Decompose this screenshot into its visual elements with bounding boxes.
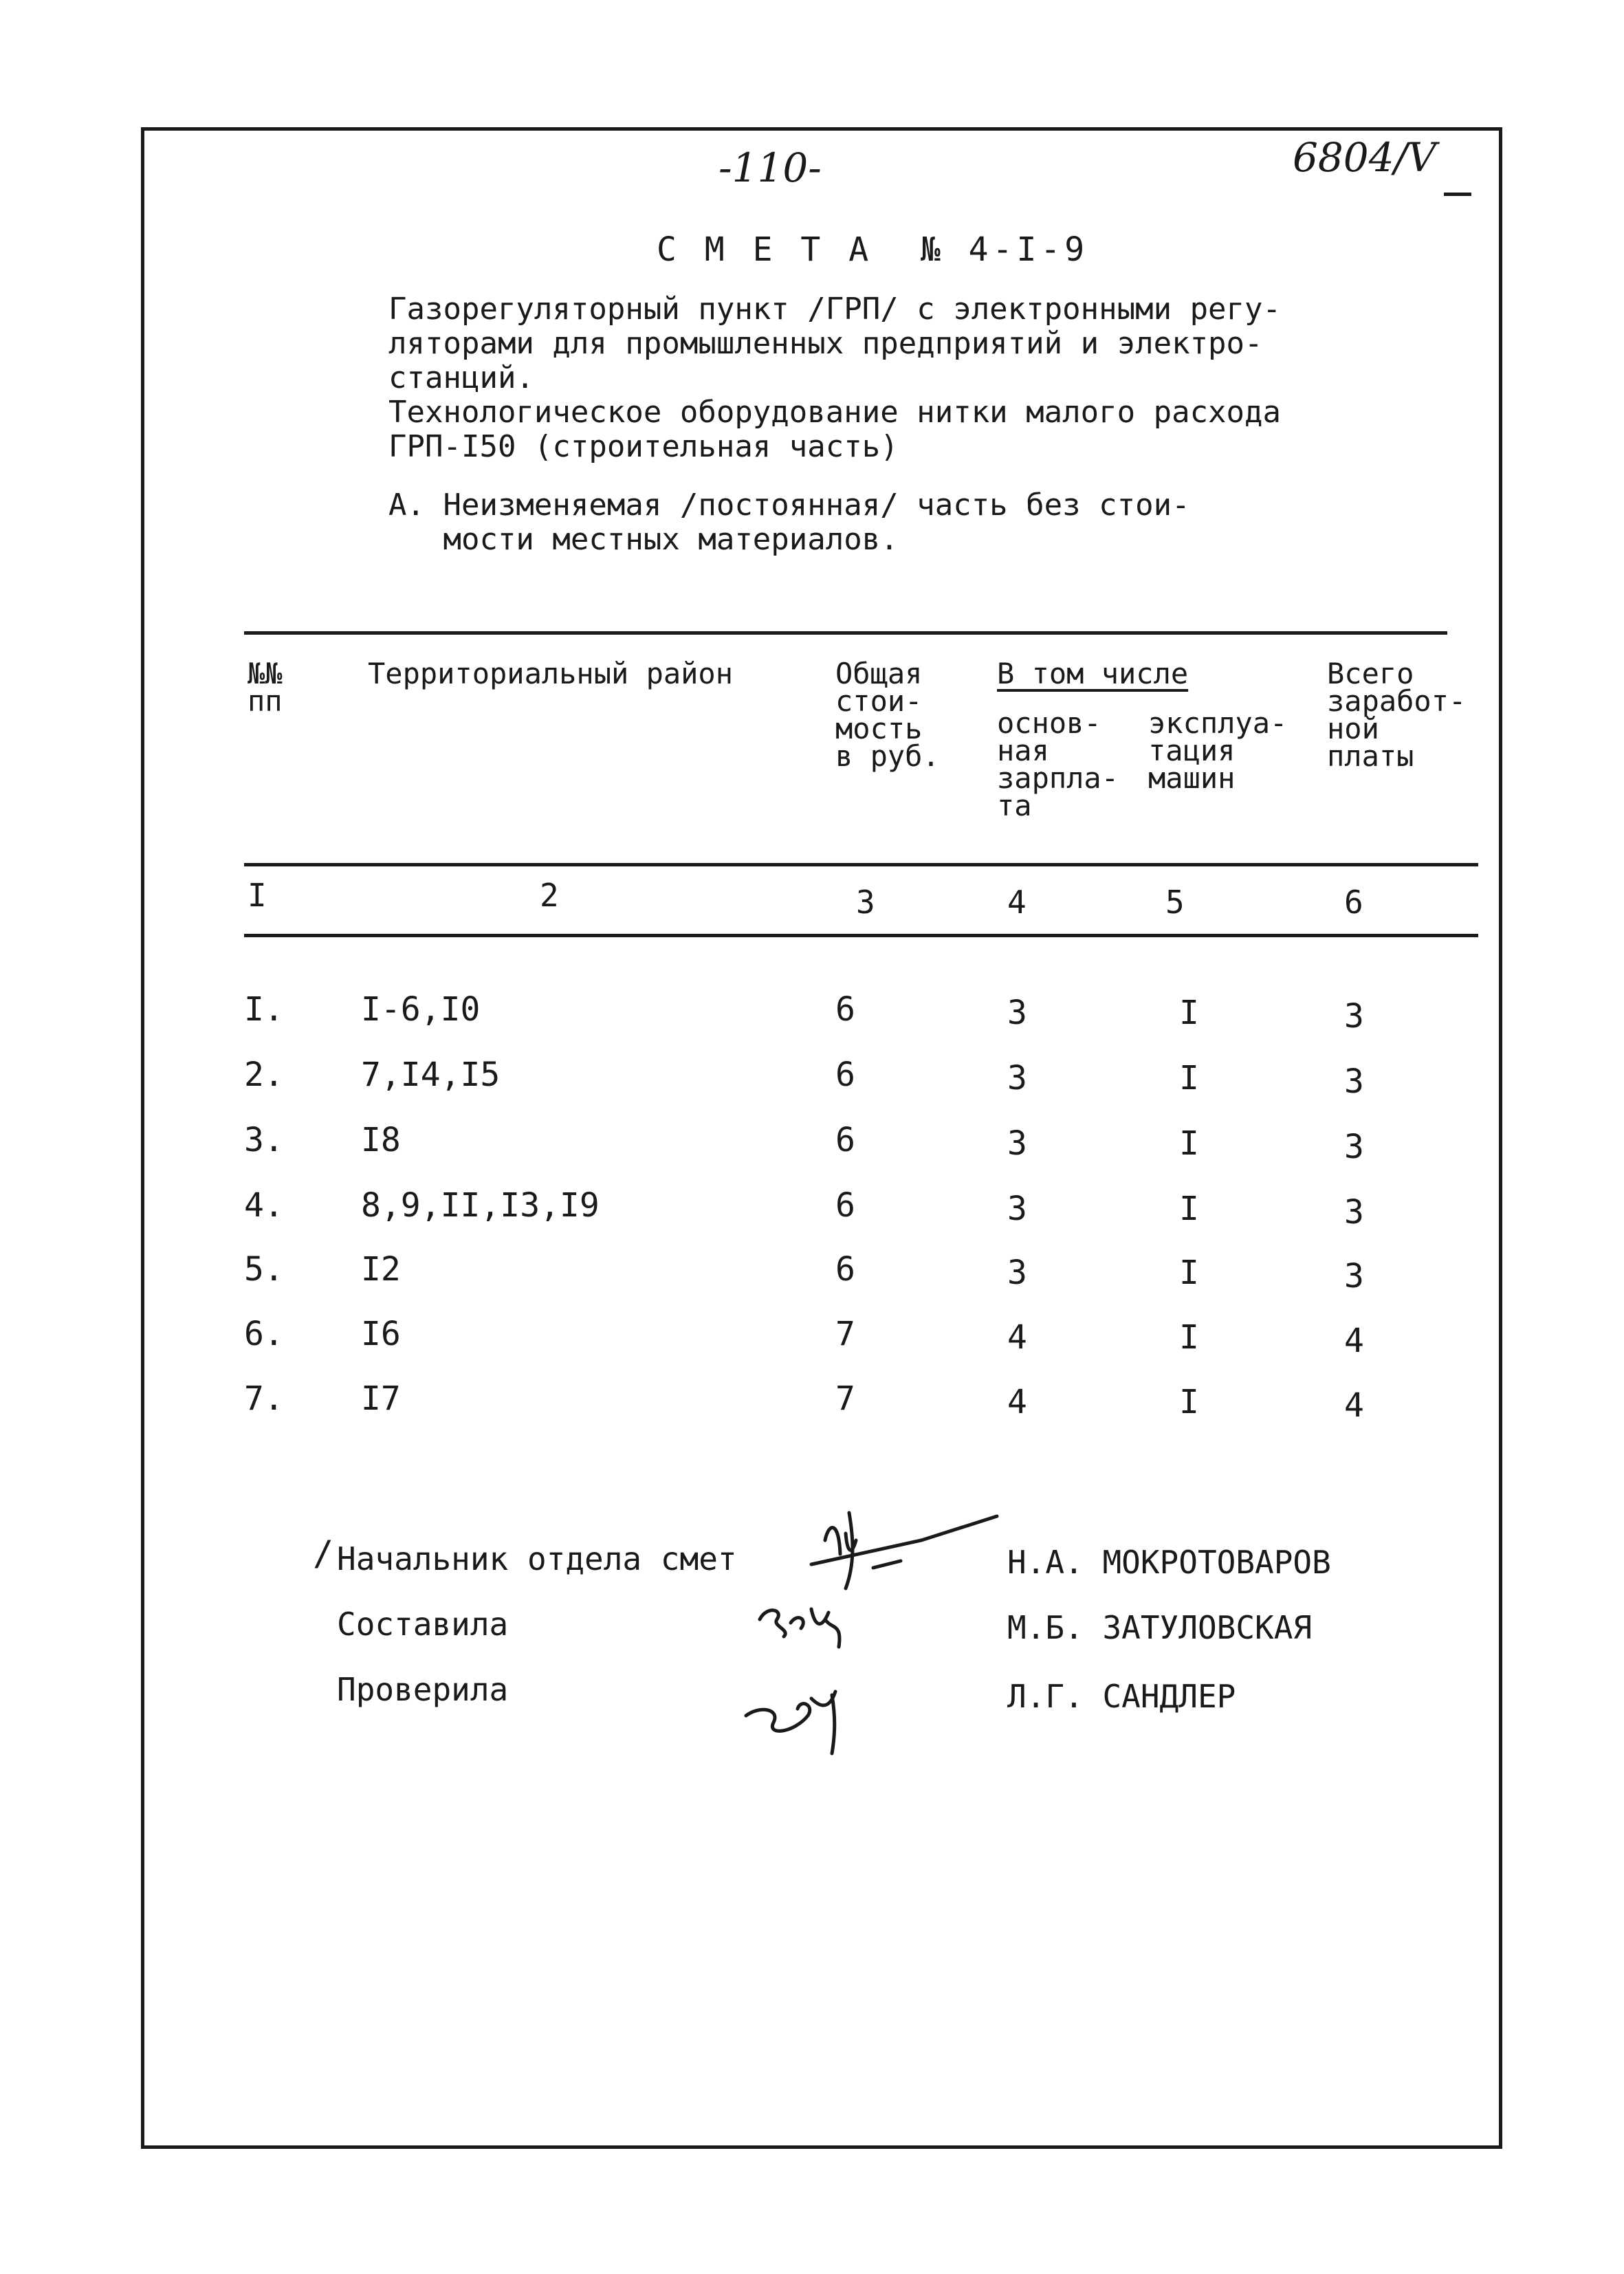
header-base-wage: основ- ная зарпла- та — [997, 706, 1119, 822]
row-number: 3. — [244, 1121, 284, 1159]
estimate-part — [388, 488, 1190, 557]
row-district: 7,I4,I5 — [361, 1056, 501, 1094]
description-line: Технологическое оборудование нитки малого расхода — [388, 395, 1282, 430]
row-base-wage: 3 — [1007, 1254, 1027, 1292]
row-total-cost: 6 — [835, 1186, 855, 1225]
row-number: 4. — [244, 1186, 284, 1225]
column-number: 2 — [540, 877, 559, 914]
row-district: 8,9,II,I3,I9 — [361, 1186, 600, 1225]
row-machine-operation: I — [1179, 1059, 1199, 1097]
row-number: 6. — [244, 1315, 284, 1353]
description-line: ГРП-I50 (строительная часть) — [388, 429, 899, 464]
row-total-wage: 3 — [1344, 1257, 1364, 1295]
row-total-cost: 7 — [835, 1315, 855, 1353]
signature-role: Начальник отдела смет — [337, 1540, 737, 1577]
margin-mark: / — [313, 1533, 334, 1573]
row-district: I6 — [361, 1315, 401, 1353]
document-code: 6804/V — [1293, 134, 1437, 181]
row-number: 7. — [244, 1379, 284, 1418]
estimate-description — [388, 292, 1281, 464]
row-district: I7 — [361, 1379, 401, 1418]
row-machine-operation: I — [1179, 1318, 1199, 1357]
row-district: I-6,I0 — [361, 990, 481, 1029]
header-num: №№ пп — [248, 657, 283, 718]
signature-name: М.Б. ЗАТУЛОВСКАЯ — [1007, 1609, 1313, 1646]
row-total-wage: 3 — [1344, 1193, 1364, 1232]
row-total-wage: 4 — [1344, 1386, 1364, 1425]
header-total-cost: Общая стои- мость в руб. — [835, 657, 940, 773]
description-line: Газорегуляторный пункт /ГРП/ с электронными регу- — [388, 292, 1282, 327]
row-total-cost: 6 — [835, 1121, 855, 1159]
row-base-wage: 4 — [1007, 1383, 1027, 1421]
header-bottom-rule — [244, 863, 1478, 866]
row-machine-operation: I — [1179, 994, 1199, 1032]
row-total-cost: 6 — [835, 990, 855, 1029]
handwritten-signature — [753, 1582, 890, 1657]
row-district: I8 — [361, 1121, 401, 1159]
part-line: А. Неизменяемая /постоянная/ часть без стои- — [388, 488, 1190, 523]
handwritten-signature — [732, 1650, 870, 1760]
header-total-wage: Всего заработ- ной платы — [1327, 657, 1467, 773]
row-district: I2 — [361, 1250, 401, 1289]
row-number: 5. — [244, 1250, 284, 1289]
column-number: 4 — [1007, 884, 1027, 921]
row-total-wage: 3 — [1344, 997, 1364, 1036]
row-total-cost: 6 — [835, 1250, 855, 1289]
row-base-wage: 3 — [1007, 994, 1027, 1032]
description-line: ляторами для промышленных предприятий и электро- — [388, 326, 1263, 361]
row-number: I. — [244, 990, 284, 1029]
column-number: I — [248, 877, 267, 914]
estimate-title: С М Е Т А № 4-I-9 — [657, 230, 1089, 269]
row-base-wage: 3 — [1007, 1059, 1027, 1097]
description-line: станций. — [388, 360, 534, 395]
row-base-wage: 3 — [1007, 1124, 1027, 1163]
column-number: 3 — [856, 884, 875, 921]
signature-role: Составила — [337, 1606, 509, 1643]
signature-role: Проверила — [337, 1671, 509, 1708]
column-number: 5 — [1165, 884, 1185, 921]
header-machine-operation: эксплуа- тация машин — [1148, 706, 1288, 795]
column-number: 6 — [1344, 884, 1363, 921]
document-code-underline — [1444, 193, 1471, 196]
row-number: 2. — [244, 1056, 284, 1094]
signature-name: Н.А. МОКРОТОВАРОВ — [1007, 1544, 1331, 1581]
table-top-rule — [244, 631, 1447, 635]
row-total-wage: 4 — [1344, 1322, 1364, 1360]
row-base-wage: 3 — [1007, 1190, 1027, 1228]
signature-name: Л.Г. САНДЛЕР — [1007, 1678, 1236, 1715]
row-machine-operation: I — [1179, 1124, 1199, 1163]
part-line: мости местных материалов. — [388, 522, 899, 557]
row-machine-operation: I — [1179, 1190, 1199, 1228]
row-total-cost: 6 — [835, 1056, 855, 1094]
row-total-wage: 3 — [1344, 1062, 1364, 1101]
row-total-cost: 7 — [835, 1379, 855, 1418]
header-group: В том числе — [997, 657, 1189, 690]
page-number: -110- — [718, 144, 822, 191]
row-base-wage: 4 — [1007, 1318, 1027, 1357]
row-total-wage: 3 — [1344, 1128, 1364, 1166]
row-machine-operation: I — [1179, 1383, 1199, 1421]
column-numbers-rule — [244, 934, 1478, 937]
header-district: Территориальный район — [368, 657, 734, 690]
row-machine-operation: I — [1179, 1254, 1199, 1292]
